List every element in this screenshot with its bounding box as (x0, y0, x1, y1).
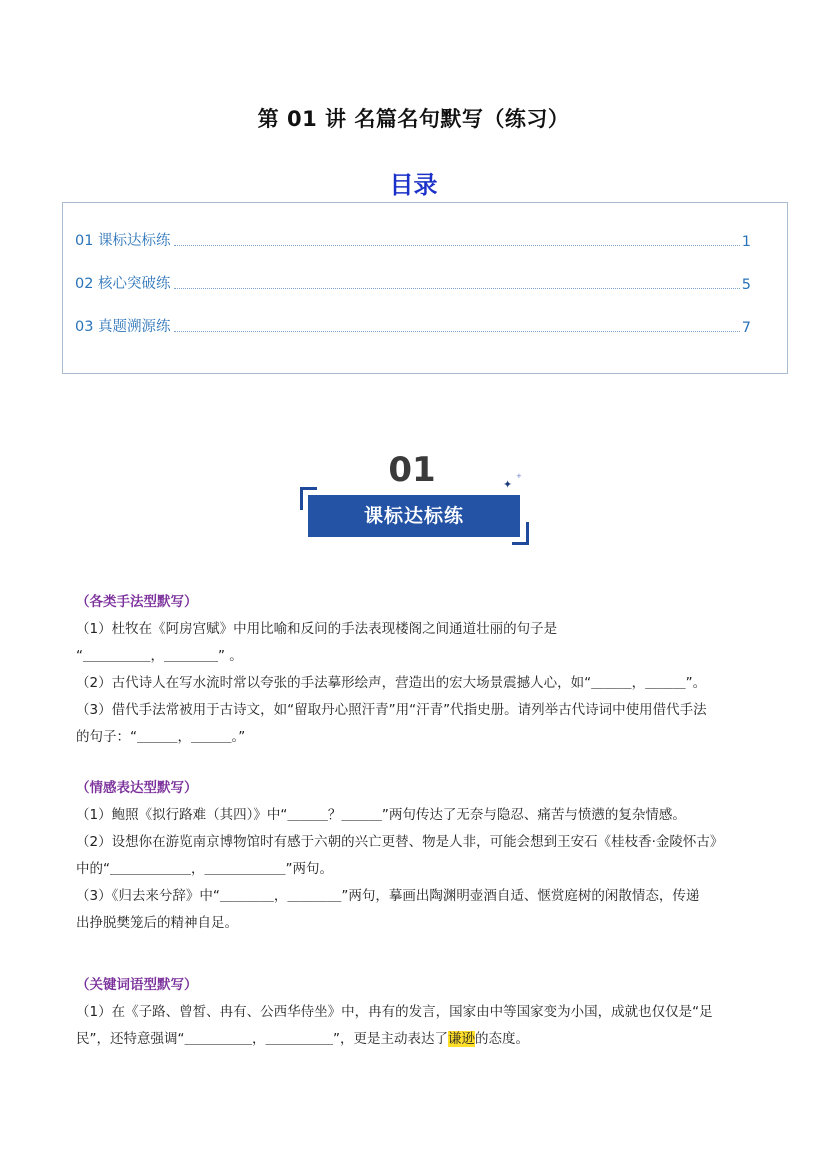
line-text: 的态度。 (474, 1031, 529, 1047)
question-line: （2）古代诗人在写水流时常以夸张的手法摹形绘声，营造出的宏大场景震撼人心，如“＿＿＿，＿＿＿”。 (76, 675, 707, 691)
section-header (300, 450, 530, 550)
question-line: （3）《归去来兮辞》中“＿＿＿＿，＿＿＿＿”两句，摹画出陶渊明壶酒自适、惬赏庭树的闲散情态，传递 (76, 888, 700, 904)
toc-item-page: 5 (741, 277, 751, 293)
category-label: （各类手法型默写） (76, 594, 198, 610)
toc-heading: 目录 (389, 171, 438, 199)
question-group-2 (76, 775, 766, 937)
question-line: 的句子：“＿＿＿，＿＿＿。” (76, 729, 246, 745)
category-label: （关键词语型默写） (76, 977, 198, 993)
question-line: 出挣脱樊笼后的精神自足。 (76, 915, 238, 931)
highlighted-word: 谦逊 (447, 1031, 475, 1047)
toc-item-page: 7 (741, 320, 751, 336)
toc-item-2[interactable] (75, 272, 751, 293)
question-line: （2）设想你在游览南京博物馆时有感于六朝的兴亡更替、物是人非，可能会想到王安石《桂枝香·金陵怀古》 (76, 834, 724, 850)
question-group-1 (76, 589, 766, 751)
toc-item-1[interactable] (75, 229, 751, 250)
toc-leader-dots (174, 288, 740, 289)
toc-item-label[interactable]: 03 真题溯源练 (75, 319, 171, 335)
category-label: （情感表达型默写） (76, 780, 198, 796)
section-number: 01 (388, 450, 436, 490)
question-line: （1）在《子路、曾皙、冉有、公西华侍坐》中，冉有的发言，国家由中等国家变为小国，成就也仅仅是“足 (76, 1004, 713, 1020)
question-line: （1）杜牧在《阿房宫赋》中用比喻和反问的手法表现楼阁之间通道壮丽的句子是 (76, 621, 558, 637)
toc-item-page: 1 (741, 234, 751, 250)
toc-item-3[interactable] (75, 315, 751, 336)
table-of-contents (62, 202, 788, 374)
line-text: 民”，还特意强调“＿＿＿＿＿，＿＿＿＿＿”，更是主动表达了 (76, 1031, 448, 1047)
question-group-3 (76, 972, 766, 1053)
question-line: （3）借代手法常被用于古诗文，如“留取丹心照汗青”用“汗青”代指史册。请列举古代诗词中使用借代手法 (76, 702, 707, 718)
question-line: “＿＿＿＿＿，＿＿＿＿” 。 (76, 648, 243, 664)
toc-item-label[interactable]: 01 课标达标练 (75, 233, 171, 249)
sparkle-icon: ✦ (503, 478, 513, 491)
question-line: （1）鲍照《拟行路难（其四）》中“＿＿＿？＿＿＿”两句传达了无奈与隐忍、痛苦与愤懑的复杂情感。 (76, 807, 686, 823)
page-title: 第 01 讲 名篇名句默写（练习） (257, 107, 570, 131)
toc-leader-dots (174, 245, 740, 246)
question-line: 中的“＿＿＿＿＿＿，＿＿＿＿＿＿”两句。 (76, 861, 333, 877)
question-line-final (76, 1026, 766, 1053)
section-banner: 课标达标练 (308, 495, 520, 537)
sparkle-small-icon: + (516, 472, 522, 480)
toc-leader-dots (174, 331, 740, 332)
toc-item-label[interactable]: 02 核心突破练 (75, 276, 171, 292)
